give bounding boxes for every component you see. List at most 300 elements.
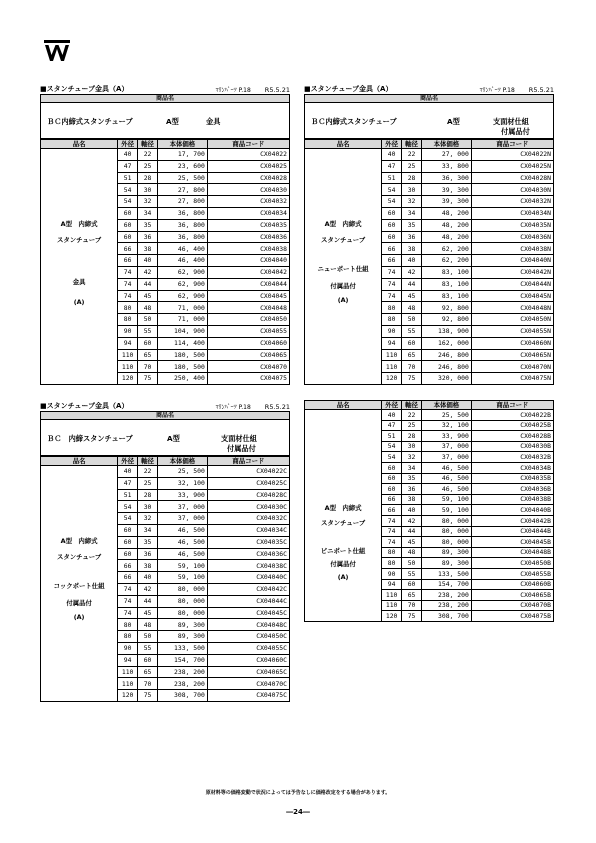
section-header <box>304 81 554 94</box>
outer-diameter-cell: 47 <box>118 477 138 489</box>
outer-diameter-cell: 74 <box>118 583 138 595</box>
catalog-ref: ﾏﾘﾝﾊﾟｰﾂ P.18 <box>215 404 251 411</box>
shaft-diameter-cell: 75 <box>138 373 158 385</box>
product-code-cell: CX04036N <box>471 231 553 243</box>
shaft-diameter-cell: 55 <box>402 568 422 579</box>
shaft-diameter-cell: 42 <box>402 515 422 526</box>
price-cell: 80, 000 <box>422 526 472 537</box>
product-code-cell: CX04022 <box>207 149 289 161</box>
outer-diameter-cell: 66 <box>382 255 402 267</box>
outer-diameter-cell: 80 <box>382 558 402 569</box>
price-cell: 104, 900 <box>158 325 208 337</box>
outer-diameter-cell: 110 <box>382 361 402 373</box>
product-name-line: (A) <box>337 573 349 581</box>
shaft-diameter-cell: 65 <box>402 590 422 601</box>
outer-diameter-cell: 74 <box>118 607 138 619</box>
column-header: 商品コード <box>207 457 289 466</box>
price-cell: 17, 700 <box>158 149 208 161</box>
outer-diameter-cell: 74 <box>118 290 138 302</box>
product-code-cell: CX04050B <box>471 558 553 569</box>
outer-diameter-cell: 51 <box>118 172 138 184</box>
price-cell: 48, 200 <box>422 219 472 231</box>
outer-diameter-cell: 74 <box>382 290 402 302</box>
shaft-diameter-cell: 42 <box>138 583 158 595</box>
outer-diameter-cell: 47 <box>118 160 138 172</box>
product-name-cell <box>305 410 382 622</box>
product-name-line: スタンチューブ <box>320 519 366 527</box>
product-code-cell: CX04028N <box>471 172 553 184</box>
outer-diameter-cell: 94 <box>118 654 138 666</box>
title-line: 支面材仕組 <box>221 434 257 443</box>
price-cell: 80, 000 <box>422 515 472 526</box>
product-code-cell: CX04034B <box>471 462 553 473</box>
product-code-cell: CX04032C <box>207 513 289 525</box>
product-code-cell: CX04065N <box>471 349 553 361</box>
shaft-diameter-cell: 30 <box>402 184 422 196</box>
product-code-cell: CX04036C <box>207 548 289 560</box>
shaft-diameter-cell: 60 <box>402 579 422 590</box>
product-code-cell: CX04070B <box>471 600 553 611</box>
product-code-cell: CX04040B <box>471 505 553 516</box>
price-table <box>40 456 290 702</box>
product-code-cell: CX04042B <box>471 515 553 526</box>
shaft-diameter-cell: 34 <box>402 462 422 473</box>
product-code-cell: CX04038N <box>471 243 553 255</box>
outer-diameter-cell: 110 <box>118 361 138 373</box>
price-cell: 92, 800 <box>422 314 472 326</box>
shaft-diameter-cell: 22 <box>402 149 422 161</box>
catalog-ref: ﾏﾘﾝﾊﾟｰﾂ P.18 <box>215 87 251 94</box>
price-cell: 250, 400 <box>158 373 208 385</box>
product-name-line: スタンチューブ <box>56 553 102 561</box>
price-cell: 37, 000 <box>422 441 472 452</box>
price-cell: 114, 400 <box>158 337 208 349</box>
product-code-cell: CX04036B <box>471 484 553 495</box>
price-cell: 89, 300 <box>422 558 472 569</box>
outer-diameter-cell: 80 <box>382 302 402 314</box>
outer-diameter-cell: 66 <box>118 255 138 267</box>
product-title <box>40 103 290 139</box>
title-line: 支面材仕組 <box>493 117 529 126</box>
price-cell: 62, 200 <box>422 243 472 255</box>
price-cell: 46, 500 <box>158 536 208 548</box>
price-cell: 59, 100 <box>422 494 472 505</box>
title-line: ＢＣ 内締スタンチューブ <box>47 434 133 443</box>
product-code-cell: CX04045 <box>207 290 289 302</box>
shaft-diameter-cell: 42 <box>138 266 158 278</box>
price-cell: 36, 800 <box>158 219 208 231</box>
shaft-diameter-cell: 44 <box>402 526 422 537</box>
shaft-diameter-cell: 32 <box>402 196 422 208</box>
title-line: A型 <box>166 117 179 126</box>
catalog-ref: ﾏﾘﾝﾊﾟｰﾂ P.18 <box>479 87 515 94</box>
outer-diameter-cell: 66 <box>118 243 138 255</box>
product-code-cell: CX04044C <box>207 595 289 607</box>
product-code-cell: CX04050 <box>207 314 289 326</box>
table-block-cockport <box>40 398 290 702</box>
price-table <box>304 139 554 385</box>
table-row <box>41 149 290 161</box>
shaft-diameter-cell: 30 <box>402 441 422 452</box>
shaft-diameter-cell: 50 <box>402 314 422 326</box>
product-name-line: (A) <box>73 613 85 621</box>
price-cell: 154, 700 <box>422 579 472 590</box>
product-name-line: (A) <box>73 298 85 306</box>
product-name-line: 付属品付 <box>66 599 92 607</box>
price-cell: 71, 000 <box>158 302 208 314</box>
price-cell: 33, 900 <box>422 431 472 442</box>
column-header: 品名 <box>41 457 118 466</box>
product-code-cell: CX04048 <box>207 302 289 314</box>
outer-diameter-cell: 54 <box>118 501 138 513</box>
price-cell: 83, 100 <box>422 278 472 290</box>
price-cell: 62, 200 <box>422 255 472 267</box>
product-name-cell <box>305 149 382 385</box>
outer-diameter-cell: 60 <box>382 231 402 243</box>
outer-diameter-cell: 94 <box>118 337 138 349</box>
column-header: 軸径 <box>402 401 422 410</box>
outer-diameter-cell: 74 <box>382 278 402 290</box>
shaft-diameter-cell: 36 <box>402 484 422 495</box>
title-line: 付属品付 <box>501 127 530 136</box>
outer-diameter-cell: 60 <box>382 462 402 473</box>
column-header-row <box>305 401 554 410</box>
column-header-row <box>41 457 290 466</box>
price-cell: 83, 100 <box>422 290 472 302</box>
product-name-cell <box>41 149 118 385</box>
section-title: ■スタンチューブ金具（A） <box>40 85 129 93</box>
product-name-line: 付属品付 <box>330 282 356 290</box>
product-code-cell: CX04055 <box>207 325 289 337</box>
price-cell: 48, 200 <box>422 207 472 219</box>
product-code-cell: CX04060C <box>207 654 289 666</box>
product-code-cell: CX04040C <box>207 572 289 584</box>
shaft-diameter-cell: 65 <box>138 666 158 678</box>
shaft-diameter-cell: 22 <box>138 466 158 478</box>
product-name-line: A型 内締式 <box>60 537 98 545</box>
shaft-diameter-cell: 60 <box>402 337 422 349</box>
outer-diameter-cell: 94 <box>382 579 402 590</box>
outer-diameter-cell: 60 <box>118 219 138 231</box>
product-code-cell: CX04034 <box>207 207 289 219</box>
price-cell: 246, 800 <box>422 349 472 361</box>
outer-diameter-cell: 54 <box>118 196 138 208</box>
outer-diameter-cell: 90 <box>118 642 138 654</box>
price-cell: 246, 800 <box>422 361 472 373</box>
shaft-diameter-cell: 70 <box>402 600 422 611</box>
outer-diameter-cell: 54 <box>382 452 402 463</box>
price-cell: 33, 900 <box>158 489 208 501</box>
price-cell: 71, 000 <box>158 314 208 326</box>
shaft-diameter-cell: 48 <box>138 619 158 631</box>
outer-diameter-cell: 60 <box>118 548 138 560</box>
price-cell: 36, 800 <box>158 231 208 243</box>
table-row <box>305 410 554 421</box>
shaft-diameter-cell: 48 <box>138 302 158 314</box>
shaft-diameter-cell: 44 <box>402 278 422 290</box>
product-code-cell: CX04022B <box>471 410 553 421</box>
outer-diameter-cell: 74 <box>118 595 138 607</box>
revision-date: R5.5.21 <box>264 86 290 94</box>
price-cell: 27, 800 <box>158 184 208 196</box>
shaft-diameter-cell: 34 <box>138 207 158 219</box>
column-header: 本体価格 <box>422 401 472 410</box>
product-code-cell: CX04065B <box>471 590 553 601</box>
price-cell: 89, 300 <box>158 631 208 643</box>
product-code-cell: CX04070 <box>207 361 289 373</box>
section-header <box>40 398 290 411</box>
product-code-cell: CX04030B <box>471 441 553 452</box>
column-header: 外径 <box>382 140 402 149</box>
table-row <box>305 149 554 161</box>
shaft-diameter-cell: 55 <box>138 642 158 654</box>
title-line: 付属品付 <box>227 444 256 453</box>
product-code-cell: CX04038B <box>471 494 553 505</box>
shaft-diameter-cell: 28 <box>138 489 158 501</box>
outer-diameter-cell: 74 <box>118 278 138 290</box>
price-cell: 32, 100 <box>158 477 208 489</box>
outer-diameter-cell: 66 <box>118 560 138 572</box>
price-cell: 25, 500 <box>422 410 472 421</box>
price-cell: 180, 500 <box>158 349 208 361</box>
column-header: 外径 <box>382 401 402 410</box>
shaft-diameter-cell: 25 <box>138 160 158 172</box>
shaft-diameter-cell: 60 <box>138 337 158 349</box>
outer-diameter-cell: 54 <box>118 513 138 525</box>
outer-diameter-cell: 110 <box>118 666 138 678</box>
price-cell: 308, 700 <box>422 611 472 622</box>
product-code-cell: CX04028C <box>207 489 289 501</box>
shaft-diameter-cell: 28 <box>402 172 422 184</box>
product-code-cell: CX04022N <box>471 149 553 161</box>
shaft-diameter-cell: 22 <box>402 410 422 421</box>
product-code-cell: CX04060N <box>471 337 553 349</box>
shaft-diameter-cell: 44 <box>138 595 158 607</box>
price-cell: 37, 000 <box>422 452 472 463</box>
outer-diameter-cell: 60 <box>382 207 402 219</box>
product-code-cell: CX04032N <box>471 196 553 208</box>
shaft-diameter-cell: 32 <box>138 196 158 208</box>
price-cell: 33, 800 <box>422 160 472 172</box>
shaft-diameter-cell: 35 <box>402 219 422 231</box>
price-cell: 308, 700 <box>158 690 208 702</box>
price-cell: 133, 500 <box>158 642 208 654</box>
price-cell: 46, 400 <box>158 255 208 267</box>
product-code-cell: CX04040 <box>207 255 289 267</box>
product-name-line: 付属品付 <box>330 560 356 568</box>
outer-diameter-cell: 120 <box>382 373 402 385</box>
outer-diameter-cell: 47 <box>382 160 402 172</box>
outer-diameter-cell: 66 <box>382 505 402 516</box>
shaft-diameter-cell: 28 <box>402 431 422 442</box>
product-name-line: スタンチューブ <box>56 236 102 244</box>
shaft-diameter-cell: 22 <box>138 149 158 161</box>
price-cell: 238, 200 <box>422 590 472 601</box>
title-line: A型 <box>167 434 180 443</box>
column-header-row <box>305 140 554 149</box>
column-header: 品名 <box>41 140 118 149</box>
column-header: 商品コード <box>207 140 289 149</box>
shaft-diameter-cell: 36 <box>138 231 158 243</box>
column-header: 本体価格 <box>158 457 208 466</box>
product-code-cell: CX04022C <box>207 466 289 478</box>
price-cell: 89, 300 <box>158 619 208 631</box>
product-code-cell: CX04055B <box>471 568 553 579</box>
product-name-header: 商品名 <box>305 95 554 103</box>
price-cell: 62, 900 <box>158 290 208 302</box>
outer-diameter-cell: 60 <box>118 231 138 243</box>
product-code-cell: CX04045C <box>207 607 289 619</box>
product-name-line: スタンチューブ <box>320 236 366 244</box>
outer-diameter-cell: 120 <box>118 690 138 702</box>
outer-diameter-cell: 80 <box>118 619 138 631</box>
product-name-line: コックポート仕組 <box>53 582 105 590</box>
footnote: 原材料等の価格変動で状況によっては予告なしに価格改定をする場合があります。 <box>205 790 391 796</box>
outer-diameter-cell: 110 <box>382 600 402 611</box>
product-code-cell: CX04048C <box>207 619 289 631</box>
price-cell: 89, 300 <box>422 547 472 558</box>
outer-diameter-cell: 80 <box>118 302 138 314</box>
product-code-cell: CX04038 <box>207 243 289 255</box>
product-code-cell: CX04042 <box>207 266 289 278</box>
price-cell: 80, 000 <box>158 583 208 595</box>
shaft-diameter-cell: 65 <box>402 349 422 361</box>
column-header: 品名 <box>305 140 382 149</box>
shaft-diameter-cell: 30 <box>138 501 158 513</box>
product-code-cell: CX04055C <box>207 642 289 654</box>
product-title <box>304 103 554 139</box>
shaft-diameter-cell: 35 <box>402 473 422 484</box>
outer-diameter-cell: 47 <box>382 420 402 431</box>
table-row <box>41 466 290 478</box>
price-cell: 80, 000 <box>422 537 472 548</box>
outer-diameter-cell: 110 <box>382 349 402 361</box>
shaft-diameter-cell: 75 <box>402 373 422 385</box>
price-cell: 25, 500 <box>158 172 208 184</box>
table-block-standard <box>40 81 290 385</box>
price-cell: 133, 500 <box>422 568 472 579</box>
price-cell: 36, 800 <box>158 207 208 219</box>
price-cell: 80, 000 <box>158 595 208 607</box>
column-header: 外径 <box>118 457 138 466</box>
shaft-diameter-cell: 75 <box>402 611 422 622</box>
product-name-line: 金具 <box>72 278 86 286</box>
shaft-diameter-cell: 40 <box>138 255 158 267</box>
shaft-diameter-cell: 32 <box>402 452 422 463</box>
product-code-cell: CX04075C <box>207 690 289 702</box>
shaft-diameter-cell: 40 <box>402 255 422 267</box>
outer-diameter-cell: 60 <box>118 207 138 219</box>
price-cell: 162, 000 <box>422 337 472 349</box>
name-bar-table <box>304 94 554 103</box>
price-cell: 25, 500 <box>158 466 208 478</box>
title-line: A型 <box>447 117 460 126</box>
wk-logo-icon <box>44 40 70 62</box>
product-code-cell: CX04048B <box>471 547 553 558</box>
shaft-diameter-cell: 48 <box>402 547 422 558</box>
price-cell: 92, 800 <box>422 302 472 314</box>
outer-diameter-cell: 51 <box>382 431 402 442</box>
product-name-line: A型 内締式 <box>324 504 362 512</box>
product-code-cell: CX04030N <box>471 184 553 196</box>
column-header: 品名 <box>305 401 382 410</box>
product-code-cell: CX04065 <box>207 349 289 361</box>
product-name-line: A型 内締式 <box>60 220 98 228</box>
product-code-cell: CX04070C <box>207 678 289 690</box>
shaft-diameter-cell: 34 <box>138 524 158 536</box>
price-cell: 59, 100 <box>422 505 472 516</box>
column-header: 商品コード <box>471 401 553 410</box>
product-code-cell: CX04044B <box>471 526 553 537</box>
product-code-cell: CX04045B <box>471 537 553 548</box>
price-cell: 80, 000 <box>158 607 208 619</box>
price-cell: 46, 500 <box>158 548 208 560</box>
product-name-header: 商品名 <box>41 95 290 103</box>
product-code-cell: CX04038C <box>207 560 289 572</box>
price-cell: 180, 500 <box>158 361 208 373</box>
outer-diameter-cell: 74 <box>382 526 402 537</box>
shaft-diameter-cell: 36 <box>402 231 422 243</box>
outer-diameter-cell: 120 <box>382 611 402 622</box>
shaft-diameter-cell: 38 <box>402 494 422 505</box>
outer-diameter-cell: 66 <box>382 243 402 255</box>
outer-diameter-cell: 66 <box>382 494 402 505</box>
revision-date: R5.5.21 <box>264 403 290 411</box>
price-cell: 37, 000 <box>158 501 208 513</box>
outer-diameter-cell: 54 <box>382 184 402 196</box>
shaft-diameter-cell: 45 <box>402 290 422 302</box>
shaft-diameter-cell: 45 <box>138 290 158 302</box>
product-code-cell: CX04035B <box>471 473 553 484</box>
shaft-diameter-cell: 45 <box>402 537 422 548</box>
shaft-diameter-cell: 75 <box>138 690 158 702</box>
title-line: 金具 <box>206 117 221 126</box>
product-name-line: A型 内締式 <box>324 220 362 228</box>
outer-diameter-cell: 80 <box>382 314 402 326</box>
price-cell: 39, 300 <box>422 196 472 208</box>
price-cell: 46, 500 <box>422 462 472 473</box>
shaft-diameter-cell: 44 <box>138 278 158 290</box>
shaft-diameter-cell: 36 <box>138 548 158 560</box>
outer-diameter-cell: 51 <box>118 489 138 501</box>
outer-diameter-cell: 60 <box>118 524 138 536</box>
product-code-cell: CX04032B <box>471 452 553 463</box>
name-bar-table <box>40 411 290 420</box>
outer-diameter-cell: 74 <box>118 266 138 278</box>
product-code-cell: CX04028B <box>471 431 553 442</box>
price-cell: 138, 900 <box>422 325 472 337</box>
product-code-cell: CX04025C <box>207 477 289 489</box>
product-code-cell: CX04055N <box>471 325 553 337</box>
product-name-line: (A) <box>337 296 349 304</box>
price-table <box>304 400 554 622</box>
product-code-cell: CX04035 <box>207 219 289 231</box>
title-line: ＢＣ内締式スタンチューブ <box>311 117 397 126</box>
price-cell: 238, 200 <box>422 600 472 611</box>
shaft-diameter-cell: 65 <box>138 349 158 361</box>
outer-diameter-cell: 74 <box>382 537 402 548</box>
product-code-cell: CX04070N <box>471 361 553 373</box>
shaft-diameter-cell: 55 <box>138 325 158 337</box>
price-cell: 154, 700 <box>158 654 208 666</box>
column-header: 外径 <box>118 140 138 149</box>
price-cell: 46, 500 <box>422 473 472 484</box>
shaft-diameter-cell: 50 <box>138 314 158 326</box>
table-block-newport <box>304 81 554 385</box>
price-cell: 27, 800 <box>158 196 208 208</box>
product-code-cell: CX04036 <box>207 231 289 243</box>
product-code-cell: CX04042N <box>471 266 553 278</box>
